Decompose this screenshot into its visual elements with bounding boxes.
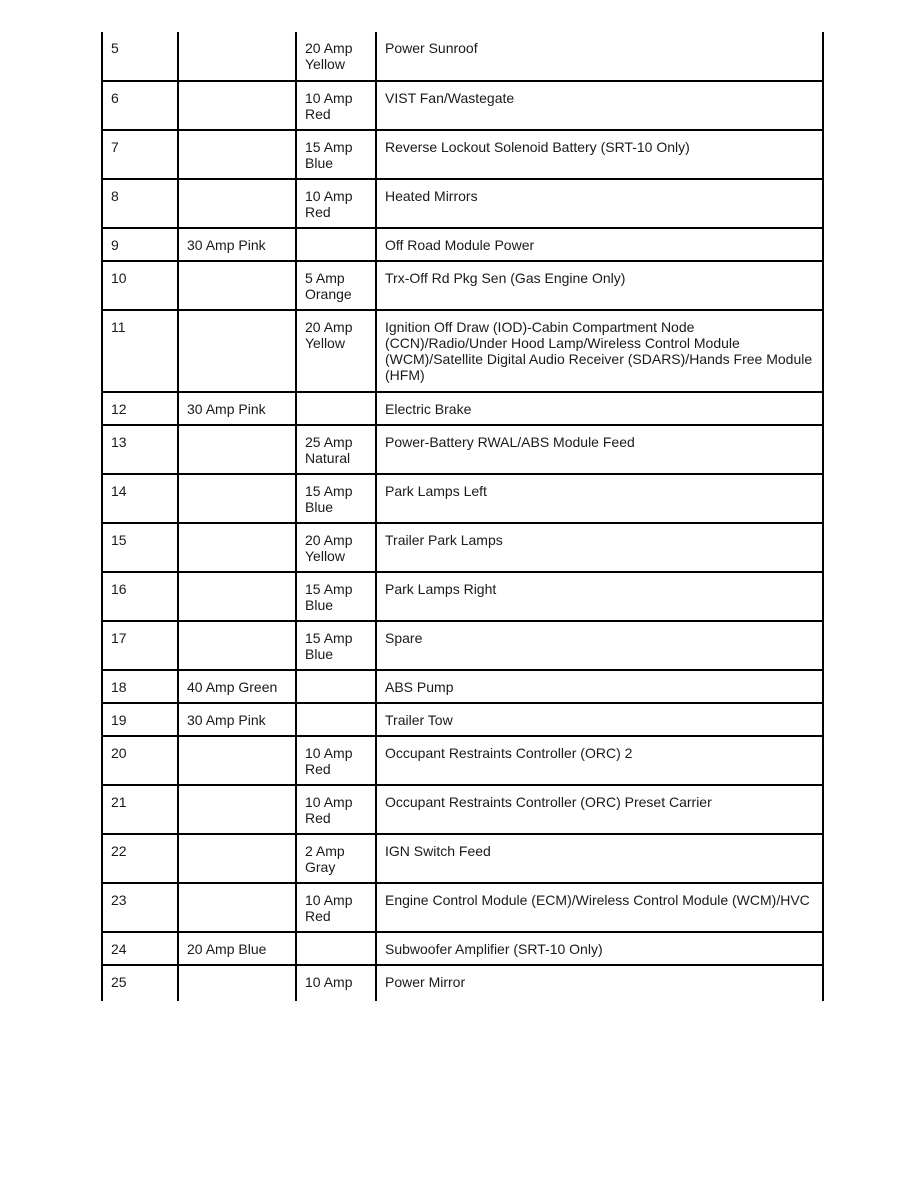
description-cell: VIST Fan/Wastegate [376, 81, 823, 130]
description-cell: Reverse Lockout Solenoid Battery (SRT-10 Only) [376, 130, 823, 179]
cartridge-fuse-cell: 30 Amp Pink [178, 703, 296, 736]
table-row [102, 523, 823, 572]
cartridge-fuse-cell [178, 425, 296, 474]
cartridge-fuse-cell [178, 130, 296, 179]
table-row [102, 736, 823, 785]
cartridge-fuse-cell: 30 Amp Pink [178, 392, 296, 425]
description-cell: Park Lamps Right [376, 572, 823, 621]
cavity-cell: 10 [102, 261, 178, 310]
table-row [102, 621, 823, 670]
cavity-cell: 9 [102, 228, 178, 261]
table-row [102, 572, 823, 621]
cavity-cell: 5 [102, 32, 178, 81]
cavity-cell: 24 [102, 932, 178, 965]
cartridge-fuse-cell [178, 621, 296, 670]
mini-fuse-cell [296, 932, 376, 965]
mini-fuse-cell [296, 228, 376, 261]
mini-fuse-cell: 10 Amp Red [296, 883, 376, 932]
mini-fuse-cell: 10 Amp Red [296, 736, 376, 785]
cavity-cell: 21 [102, 785, 178, 834]
cavity-cell: 12 [102, 392, 178, 425]
table-row [102, 310, 823, 392]
description-cell: Trailer Tow [376, 703, 823, 736]
description-cell: Off Road Module Power [376, 228, 823, 261]
mini-fuse-cell: 15 Amp Blue [296, 474, 376, 523]
description-cell: Spare [376, 621, 823, 670]
cavity-cell: 8 [102, 179, 178, 228]
cavity-cell: 18 [102, 670, 178, 703]
cavity-cell: 19 [102, 703, 178, 736]
table-row [102, 703, 823, 736]
table-row [102, 392, 823, 425]
mini-fuse-cell [296, 392, 376, 425]
cartridge-fuse-cell [178, 310, 296, 392]
cartridge-fuse-cell [178, 785, 296, 834]
table-row [102, 932, 823, 965]
mini-fuse-cell: 20 Amp Yellow [296, 310, 376, 392]
cavity-cell: 15 [102, 523, 178, 572]
description-cell: Park Lamps Left [376, 474, 823, 523]
description-cell: Occupant Restraints Controller (ORC) Preset Carrier [376, 785, 823, 834]
cavity-cell: 14 [102, 474, 178, 523]
cartridge-fuse-cell [178, 572, 296, 621]
description-cell: Power-Battery RWAL/ABS Module Feed [376, 425, 823, 474]
table-row [102, 474, 823, 523]
cavity-cell: 6 [102, 81, 178, 130]
description-cell: Power Sunroof [376, 32, 823, 81]
fuse-table [101, 32, 824, 1001]
cartridge-fuse-cell [178, 883, 296, 932]
table-row [102, 425, 823, 474]
mini-fuse-cell: 15 Amp Blue [296, 572, 376, 621]
description-cell: IGN Switch Feed [376, 834, 823, 883]
table-row [102, 32, 823, 81]
description-cell: Heated Mirrors [376, 179, 823, 228]
cartridge-fuse-cell [178, 474, 296, 523]
description-cell: Subwoofer Amplifier (SRT-10 Only) [376, 932, 823, 965]
table-row [102, 228, 823, 261]
cartridge-fuse-cell: 40 Amp Green [178, 670, 296, 703]
cartridge-fuse-cell [178, 834, 296, 883]
mini-fuse-cell [296, 670, 376, 703]
mini-fuse-cell: 25 Amp Natural [296, 425, 376, 474]
table-row [102, 785, 823, 834]
cavity-cell: 25 [102, 965, 178, 1001]
table-row [102, 670, 823, 703]
description-cell: ABS Pump [376, 670, 823, 703]
cavity-cell: 20 [102, 736, 178, 785]
description-cell: Trailer Park Lamps [376, 523, 823, 572]
cartridge-fuse-cell [178, 32, 296, 81]
cavity-cell: 16 [102, 572, 178, 621]
cavity-cell: 17 [102, 621, 178, 670]
table-row [102, 965, 823, 1001]
mini-fuse-cell: 2 Amp Gray [296, 834, 376, 883]
table-row [102, 179, 823, 228]
cartridge-fuse-cell [178, 736, 296, 785]
mini-fuse-cell [296, 703, 376, 736]
table-row [102, 883, 823, 932]
cartridge-fuse-cell [178, 261, 296, 310]
cavity-cell: 7 [102, 130, 178, 179]
cavity-cell: 11 [102, 310, 178, 392]
mini-fuse-cell: 10 Amp [296, 965, 376, 1001]
cartridge-fuse-cell [178, 965, 296, 1001]
mini-fuse-cell: 5 Amp Orange [296, 261, 376, 310]
cavity-cell: 13 [102, 425, 178, 474]
mini-fuse-cell: 15 Amp Blue [296, 621, 376, 670]
cartridge-fuse-cell: 20 Amp Blue [178, 932, 296, 965]
description-cell: Power Mirror [376, 965, 823, 1001]
table-row [102, 834, 823, 883]
mini-fuse-cell: 10 Amp Red [296, 81, 376, 130]
cavity-cell: 22 [102, 834, 178, 883]
mini-fuse-cell: 20 Amp Yellow [296, 523, 376, 572]
cartridge-fuse-cell [178, 81, 296, 130]
cartridge-fuse-cell [178, 179, 296, 228]
mini-fuse-cell: 20 Amp Yellow [296, 32, 376, 81]
description-cell: Trx-Off Rd Pkg Sen (Gas Engine Only) [376, 261, 823, 310]
description-cell: Electric Brake [376, 392, 823, 425]
table-row [102, 130, 823, 179]
cavity-cell: 23 [102, 883, 178, 932]
description-cell: Occupant Restraints Controller (ORC) 2 [376, 736, 823, 785]
mini-fuse-cell: 10 Amp Red [296, 179, 376, 228]
mini-fuse-cell: 10 Amp Red [296, 785, 376, 834]
cartridge-fuse-cell: 30 Amp Pink [178, 228, 296, 261]
fuse-table-body [102, 32, 823, 1001]
description-cell: Engine Control Module (ECM)/Wireless Control Module (WCM)/HVC [376, 883, 823, 932]
table-row [102, 81, 823, 130]
description-cell: Ignition Off Draw (IOD)-Cabin Compartment Node (CCN)/Radio/Under Hood Lamp/Wireless Control Module (WCM)/Satellite Digital Audio Receiver (SDARS)/Hands Free Module (HFM) [376, 310, 823, 392]
cartridge-fuse-cell [178, 523, 296, 572]
table-row [102, 261, 823, 310]
mini-fuse-cell: 15 Amp Blue [296, 130, 376, 179]
